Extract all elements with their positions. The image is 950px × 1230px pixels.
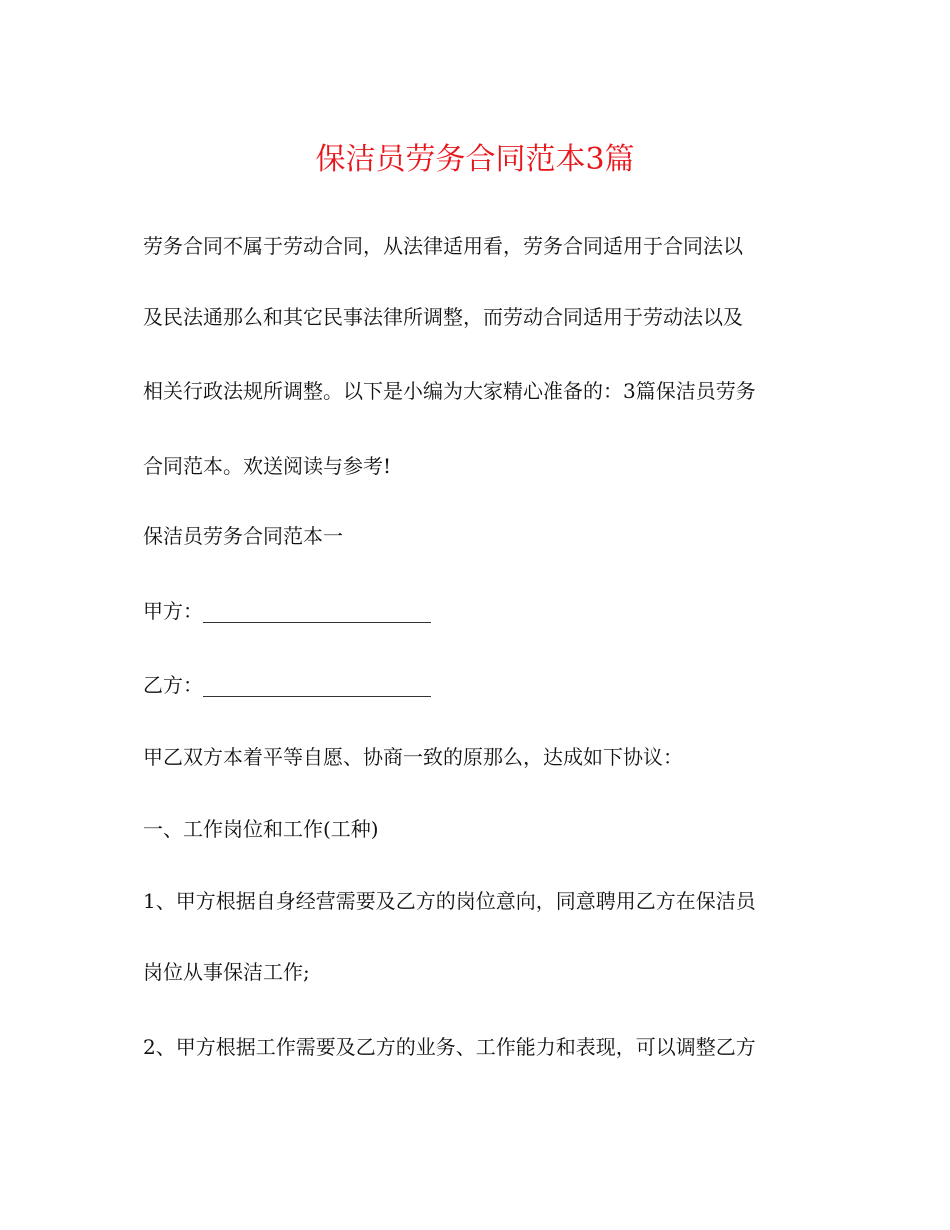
clause-line-1: 1、甲方根据自身经营需要及乙方的岗位意向，同意聘用乙方在保洁员 [143, 889, 756, 913]
intro-line-1: 劳务合同不属于劳动合同，从法律适用看，劳务合同适用于合同法以 [143, 234, 743, 258]
clause-line-2: 岗位从事保洁工作; [143, 960, 310, 984]
document-title: 保洁员劳务合同范本3篇 [315, 142, 635, 177]
clause-line-3: 2、甲方根据工作需要及乙方的业务、工作能力和表现，可以调整乙方 [143, 1035, 756, 1059]
clause-heading: 一、工作岗位和工作(工种) [143, 817, 379, 841]
intro-line-2: 及民法通那么和其它民事法律所调整，而劳动合同适用于劳动法以及 [143, 305, 743, 329]
party-a-row [143, 597, 431, 625]
party-b-row [143, 671, 431, 699]
section-heading: 保洁员劳务合同范本一 [143, 524, 343, 548]
agreement-line: 甲乙双方本着平等自愿、协商一致的原那么，达成如下协议： [143, 745, 683, 769]
party-a-blank [203, 602, 431, 623]
intro-line-3: 相关行政法规所调整。以下是小编为大家精心准备的：3篇保洁员劳务 [143, 379, 756, 403]
intro-line-4: 合同范本。欢送阅读与参考! [143, 454, 392, 478]
party-a-label: 甲方： [143, 599, 203, 623]
party-b-label: 乙方： [143, 673, 203, 697]
party-b-blank [203, 676, 431, 697]
